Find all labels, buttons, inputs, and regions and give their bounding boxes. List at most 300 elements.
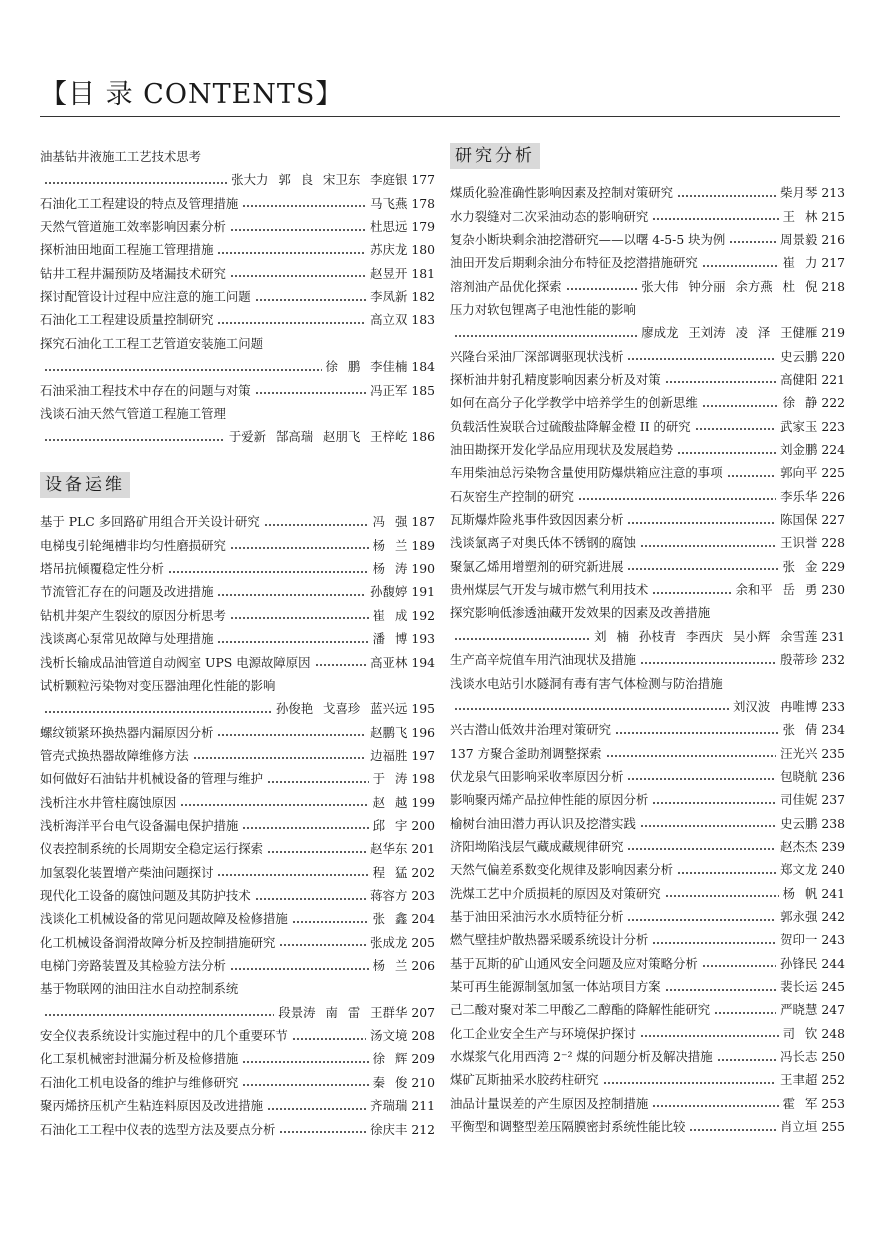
leader-dots (454, 638, 590, 640)
leader-dots (242, 1084, 368, 1086)
toc-entry-line (40, 1072, 435, 1094)
toc-entry[interactable] (40, 403, 435, 450)
toc-entry[interactable] (450, 206, 845, 229)
entry-page-number: 196 (411, 724, 435, 740)
leader-dots (627, 522, 776, 524)
toc-entry-line (450, 416, 845, 438)
entry-page-number: 227 (821, 512, 845, 528)
leader-dots (652, 592, 731, 594)
entry-page-number: 245 (821, 979, 845, 995)
toc-entry-line (40, 239, 435, 261)
entry-page-number: 232 (821, 652, 845, 668)
toc-entry-line (450, 182, 845, 204)
toc-entry[interactable] (40, 558, 435, 581)
toc-entry[interactable] (450, 953, 845, 976)
leader-dots (292, 1038, 366, 1040)
toc-entry[interactable] (450, 719, 845, 742)
toc-entry[interactable] (40, 978, 435, 1025)
entry-authors: 秦 俊 (372, 1074, 408, 1090)
entry-title: 天然气管道施工效率影响因素分析 (40, 219, 226, 235)
toc-entry[interactable] (450, 1069, 845, 1092)
entry-authors: 于爱新 郜高瑞 赵朋飞 王梓屹 (228, 429, 408, 445)
toc-entry-line (450, 719, 845, 741)
entry-authors: 杜思远 (370, 219, 408, 235)
leader-dots (627, 848, 776, 850)
toc-entry[interactable] (450, 346, 845, 369)
toc-entry[interactable] (450, 276, 845, 299)
leader-dots (566, 288, 638, 290)
entry-page-number: 210 (411, 1074, 435, 1090)
entry-page-number: 181 (411, 265, 435, 281)
leader-dots (44, 439, 225, 441)
entry-authors: 崔 力 (782, 255, 818, 271)
entry-page-number: 231 (821, 628, 845, 644)
entry-authors: 高健阳 (780, 371, 818, 387)
toc-entry-line (450, 556, 845, 578)
toc-entry[interactable] (40, 511, 435, 534)
toc-entry[interactable] (450, 416, 845, 439)
entry-page-number: 200 (411, 817, 435, 833)
entry-title: 基于油田采油污水水质特征分析 (450, 909, 624, 925)
toc-entry[interactable] (450, 229, 845, 252)
toc-entry[interactable] (450, 556, 845, 579)
leader-dots (677, 452, 776, 454)
toc-entry[interactable] (450, 182, 845, 205)
entry-page-number: 215 (821, 208, 845, 224)
toc-entry-line (40, 263, 435, 285)
leader-dots (627, 919, 776, 921)
toc-entry[interactable] (40, 932, 435, 955)
entry-title: 伏龙泉气田影响采收率原因分析 (450, 768, 624, 784)
toc-entry-line (40, 1048, 435, 1070)
toc-entry[interactable] (450, 906, 845, 929)
entry-title: 探析油井射孔精度影响因素分析及对策 (450, 371, 661, 387)
entry-page-number: 203 (411, 888, 435, 904)
toc-entry[interactable] (450, 789, 845, 812)
toc-entry-line (40, 1002, 435, 1024)
toc-entry[interactable] (450, 836, 845, 859)
toc-entry-line (450, 1023, 845, 1045)
entry-authors: 柴月琴 (780, 185, 818, 201)
entry-authors: 高立双 (370, 312, 408, 328)
entry-page-number: 180 (411, 242, 435, 258)
leader-dots (603, 1082, 776, 1084)
leader-dots (652, 942, 776, 944)
entry-authors: 张成龙 (370, 934, 408, 950)
toc-entry-line (40, 768, 435, 790)
entry-page-number: 211 (411, 1098, 435, 1114)
toc-entry-line (450, 1069, 845, 1091)
leader-dots (230, 275, 366, 277)
entry-title: 油基钻井液施工工艺技术思考 (40, 149, 202, 164)
entry-authors: 王聿超 (780, 1072, 818, 1088)
toc-entry[interactable] (450, 929, 845, 952)
entry-title: 螺纹锁紧环换热器内漏原因分析 (40, 724, 214, 740)
toc-entry-line (450, 859, 845, 881)
entry-authors: 徐庆丰 (370, 1121, 408, 1137)
entry-authors: 高亚林 (370, 654, 408, 670)
toc-entry-line (40, 1095, 435, 1117)
toc-entry[interactable] (40, 239, 435, 262)
leader-dots (315, 664, 367, 666)
toc-entry[interactable] (450, 976, 845, 999)
entry-authors: 赵鹏飞 (370, 724, 408, 740)
leader-dots (267, 781, 369, 783)
entry-authors: 汪光兴 (780, 745, 818, 761)
toc-entry[interactable] (40, 286, 435, 309)
entry-page-number: 178 (411, 195, 435, 211)
entry-authors: 包晓航 (780, 768, 818, 784)
toc-entry[interactable] (450, 743, 845, 766)
entry-title: 浅谈离心泵常见故障与处理措施 (40, 631, 214, 647)
entry-authors: 邱 宇 (372, 817, 408, 833)
leader-dots (640, 1035, 779, 1037)
toc-entry[interactable] (40, 581, 435, 604)
entry-page-number: 187 (411, 514, 435, 530)
toc-entry-line (40, 955, 435, 977)
leader-dots (714, 1012, 776, 1014)
entry-authors: 张 鑫 (372, 911, 408, 927)
entry-page-number: 230 (821, 582, 845, 598)
entry-page-number: 223 (821, 418, 845, 434)
toc-entry-line (40, 286, 435, 308)
leader-dots (729, 241, 776, 243)
leader-dots (230, 617, 369, 619)
toc-entry[interactable] (450, 299, 845, 346)
entry-authors: 刘金鹏 (780, 442, 818, 458)
entry-page-number: 189 (411, 537, 435, 553)
section-heading: 研究分析 (450, 143, 540, 169)
entry-title: 探讨配管设计过程中应注意的施工问题 (40, 289, 251, 305)
toc-entry-line (450, 789, 845, 811)
entry-authors: 郭向平 (780, 465, 818, 481)
toc-entry[interactable] (450, 1046, 845, 1069)
entry-page-number: 218 (821, 278, 845, 294)
entry-title: 化工机械设备润滑故障分析及控制措施研究 (40, 934, 276, 950)
entry-page-number: 205 (411, 934, 435, 950)
toc-entry[interactable] (40, 792, 435, 815)
leader-dots (193, 757, 366, 759)
toc-entry-line (40, 605, 435, 627)
toc-entry-line (40, 581, 435, 603)
entry-authors: 史云鹏 (780, 348, 818, 364)
toc-entry[interactable] (40, 1072, 435, 1095)
leader-dots (279, 1131, 366, 1133)
toc-entry-line (40, 193, 435, 215)
toc-entry-line (450, 462, 845, 484)
entry-page-number: 206 (411, 958, 435, 974)
entry-authors: 段景涛 南 雷 王群华 (278, 1004, 408, 1020)
entry-title: 化工企业安全生产与环境保护探讨 (450, 1025, 636, 1041)
entry-title: 洗煤工艺中介质损耗的原因及对策研究 (450, 885, 661, 901)
entry-title: 榆树台油田潜力再认识及挖潜实践 (450, 815, 636, 831)
leader-dots (702, 405, 779, 407)
entry-title: 压力对软包锂离子电池性能的影响 (450, 301, 636, 317)
toc-entry[interactable] (40, 908, 435, 931)
entry-title: 瓦斯爆炸险兆事件致因因素分析 (450, 512, 624, 528)
toc-entry[interactable] (450, 1116, 845, 1139)
entry-authors: 于 涛 (372, 771, 408, 787)
toc-entry-line (40, 380, 435, 402)
toc-entry[interactable] (450, 766, 845, 789)
entry-authors: 殷蒂珍 (780, 652, 818, 668)
toc-entry[interactable] (450, 649, 845, 672)
toc-entry-line (40, 722, 435, 744)
leader-dots (168, 571, 369, 573)
toc-entry[interactable] (40, 1119, 435, 1142)
toc-entry-line (450, 346, 845, 368)
toc-entry[interactable] (40, 768, 435, 791)
toc-entry-line (450, 1046, 845, 1068)
entry-authors: 孙馥婷 (370, 584, 408, 600)
entry-authors: 蒋容方 (370, 888, 408, 904)
entry-authors: 郭永强 (780, 909, 818, 925)
entry-title: 现代化工设备的腐蚀问题及其防护技术 (40, 888, 251, 904)
entry-page-number: 197 (411, 747, 435, 763)
entry-authors: 徐 鹏 李佳楠 (325, 359, 408, 375)
toc-entry[interactable] (450, 579, 845, 602)
leader-dots (267, 851, 366, 853)
entry-title: 复杂小断块剩余油挖潜研究——以曙 4-5-5 块为例 (450, 231, 726, 247)
toc-entry-line (40, 216, 435, 238)
leader-dots (267, 1108, 366, 1110)
section-heading: 设备运维 (40, 472, 130, 498)
entry-title: 如何在高分子化学教学中培养学生的创新思维 (450, 395, 698, 411)
toc-entry[interactable] (40, 862, 435, 885)
entry-page-number: 228 (821, 535, 845, 551)
page-title: 【目 录 CONTENTS】 (40, 79, 344, 110)
entry-page-number: 195 (411, 701, 435, 717)
toc-entry[interactable] (450, 509, 845, 532)
toc-entry[interactable] (40, 380, 435, 403)
entry-title: 负载活性炭联合过硫酸盐降解金橙 II 的研究 (450, 418, 691, 434)
entry-title: 浅析长输成品油管道自动阀室 UPS 电源故障原因 (40, 654, 311, 670)
entry-title: 探析油田地面工程施工管理措施 (40, 242, 214, 258)
leader-dots (255, 898, 367, 900)
toc-entry[interactable] (40, 309, 435, 332)
toc-entry[interactable] (40, 333, 435, 380)
toc-entry[interactable] (40, 955, 435, 978)
toc-entry-line (450, 532, 845, 554)
entry-authors: 裴长运 (780, 979, 818, 995)
entry-page-number: 185 (411, 382, 435, 398)
entry-page-number: 209 (411, 1051, 435, 1067)
entry-title: 电梯曳引轮绳槽非均匀性磨损研究 (40, 537, 226, 553)
entry-page-number: 201 (411, 841, 435, 857)
entry-title: 水煤浆气化用西湾 2⁻² 煤的问题分析及解决措施 (450, 1049, 713, 1065)
leader-dots (665, 381, 777, 383)
entry-authors: 武家玉 (780, 418, 818, 434)
entry-authors: 齐瑞瑞 (370, 1098, 408, 1114)
entry-page-number: 243 (821, 932, 845, 948)
toc-entry-line (450, 392, 845, 414)
toc-entry[interactable] (450, 392, 845, 415)
entry-page-number: 177 (411, 172, 435, 188)
entry-title: 基于瓦斯的矿山通风安全问题及应对策略分析 (450, 955, 698, 971)
entry-title: 基于物联网的油田注水自动控制系统 (40, 981, 239, 997)
leader-dots (279, 944, 366, 946)
leader-dots (242, 1061, 368, 1063)
entry-title: 煤质化验准确性影响因素及控制对策研究 (450, 185, 674, 201)
leader-dots (230, 547, 369, 549)
toc-entry[interactable] (40, 193, 435, 216)
toc-entry[interactable] (40, 1048, 435, 1071)
toc-entry[interactable] (40, 535, 435, 558)
entry-authors: 杨 兰 (372, 958, 408, 974)
toc-entry[interactable] (40, 885, 435, 908)
entry-title: 油田开发后期剩余油分布特征及挖潜措施研究 (450, 255, 698, 271)
entry-title: 探究影响低渗透油藏开发效果的因素及改善措施 (450, 605, 711, 621)
entry-title: 石油化工机电设备的维护与维修研究 (40, 1074, 239, 1090)
toc-entry-line (450, 766, 845, 788)
leader-dots (652, 1105, 778, 1107)
toc-entry[interactable] (450, 252, 845, 275)
toc-entry[interactable] (40, 745, 435, 768)
entry-page-number: 183 (411, 312, 435, 328)
entry-title: 基于 PLC 多回路矿用组合开关设计研究 (40, 514, 260, 530)
entry-authors: 赵杰杰 (780, 838, 818, 854)
entry-page-number: 221 (821, 371, 845, 387)
entry-page-number: 239 (821, 838, 845, 854)
toc-entry[interactable] (450, 883, 845, 906)
entry-page-number: 213 (821, 185, 845, 201)
entry-authors: 杨 涛 (372, 561, 408, 577)
entry-authors: 李乐华 (780, 488, 818, 504)
toc-entry[interactable] (40, 605, 435, 628)
entry-page-number: 244 (821, 955, 845, 971)
entry-authors: 刘 楠 孙枝青 李西庆 吴小辉 余雪莲 (594, 628, 818, 644)
entry-title: 济阳坳陷浅层气藏成藏规律研究 (450, 838, 624, 854)
toc-entry[interactable] (40, 722, 435, 745)
entry-authors: 张 倩 (782, 722, 818, 738)
leader-dots (652, 802, 776, 804)
toc-entry-line (40, 862, 435, 884)
toc-entry[interactable] (450, 439, 845, 462)
entry-page-number: 220 (821, 348, 845, 364)
entry-title: 某可再生能源制氢加氢一体站项目方案 (450, 979, 661, 995)
toc-entry-line (450, 1116, 845, 1138)
toc-entry[interactable] (450, 486, 845, 509)
entry-page-number: 179 (411, 219, 435, 235)
toc-entry[interactable] (40, 146, 435, 193)
toc-entry-line (40, 169, 435, 191)
leader-dots (695, 428, 776, 430)
entry-page-number: 202 (411, 864, 435, 880)
entry-authors: 冯 强 (372, 514, 408, 530)
toc-entry[interactable] (450, 813, 845, 836)
entry-title: 化工泵机械密封泄漏分析及检修措施 (40, 1051, 239, 1067)
entry-page-number: 236 (821, 768, 845, 784)
leader-dots (255, 299, 367, 301)
leader-dots (242, 827, 368, 829)
entry-authors: 史云鹏 (780, 815, 818, 831)
entry-title: 生产高辛烷值车用汽油现状及措施 (450, 652, 636, 668)
entry-title: 聚氯乙烯用增塑剂的研究新进展 (450, 558, 624, 574)
toc-entry[interactable] (40, 1025, 435, 1048)
leader-dots (665, 989, 777, 991)
toc-entry[interactable] (450, 1093, 845, 1116)
toc-entry[interactable] (40, 263, 435, 286)
toc-entry-line (40, 1119, 435, 1141)
toc-entry[interactable] (450, 532, 845, 555)
toc-entry-line (40, 628, 435, 650)
toc-entry[interactable] (40, 675, 435, 722)
entry-authors: 汤文境 (370, 1028, 408, 1044)
entry-title: 137 方聚合釜助剂调整探索 (450, 745, 602, 761)
toc-entry-line (450, 813, 845, 835)
leader-dots (255, 392, 367, 394)
entry-authors: 程 猛 (372, 864, 408, 880)
entry-page-number: 226 (821, 488, 845, 504)
entry-authors: 刘汉波 冉唯博 (733, 698, 818, 714)
entry-authors: 杨 兰 (372, 537, 408, 553)
toc-entry[interactable] (40, 628, 435, 651)
toc-entry-line (450, 696, 845, 718)
toc-entry[interactable] (450, 999, 845, 1022)
entry-authors: 贺印一 (780, 932, 818, 948)
entry-authors: 潘 博 (372, 631, 408, 647)
entry-title: 石灰窑生产控制的研究 (450, 488, 574, 504)
leader-dots (217, 252, 366, 254)
entry-page-number: 182 (411, 289, 435, 305)
entry-title: 平衡型和调整型差压隔膜密封系统性能比较 (450, 1119, 686, 1135)
toc-entry-line (40, 838, 435, 860)
entry-page-number: 219 (821, 325, 845, 341)
toc-entry[interactable] (450, 602, 845, 649)
entry-page-number: 193 (411, 631, 435, 647)
toc-entry[interactable] (40, 652, 435, 675)
entry-authors: 冯正军 (370, 382, 408, 398)
leader-dots (230, 968, 369, 970)
leader-dots (652, 218, 778, 220)
toc-entry[interactable] (450, 369, 845, 392)
toc-entry[interactable] (40, 838, 435, 861)
leader-dots (217, 641, 368, 643)
toc-entry[interactable] (450, 673, 845, 720)
toc-entry-line (450, 509, 845, 531)
leader-dots (44, 711, 272, 713)
toc-entry[interactable] (40, 1095, 435, 1118)
toc-entry-line (450, 276, 845, 298)
entry-authors: 赵昱开 (370, 265, 408, 281)
leader-dots (665, 895, 779, 897)
toc-entry[interactable] (40, 216, 435, 239)
leader-dots (640, 545, 776, 547)
toc-entry[interactable] (40, 815, 435, 838)
toc-entry-line (450, 579, 845, 601)
entry-page-number: 240 (821, 862, 845, 878)
toc-entry-line (450, 486, 845, 508)
entry-title: 燃气壁挂炉散热器采暖系统设计分析 (450, 932, 649, 948)
toc-entry-line (450, 439, 845, 461)
entry-authors: 廖成龙 王刘涛 凌 泽 王健雁 (641, 325, 818, 341)
leader-dots (44, 369, 322, 371)
leader-dots (615, 732, 779, 734)
toc-entry[interactable] (450, 462, 845, 485)
entry-title: 聚丙烯挤压机产生粘连料原因及改进措施 (40, 1098, 264, 1114)
toc-entry[interactable] (450, 859, 845, 882)
toc-entry-line (450, 322, 845, 344)
toc-entry-line (450, 649, 845, 671)
entry-authors: 郑文龙 (780, 862, 818, 878)
entry-title: 试析颗粒污染物对变压器油理化性能的影响 (40, 677, 276, 693)
contents-header (40, 70, 840, 117)
entry-authors: 李凤新 (370, 289, 408, 305)
toc-entry[interactable] (450, 1023, 845, 1046)
toc-entry-line (40, 511, 435, 533)
entry-title: 浅谈化工机械设备的常见问题故障及检修措施 (40, 911, 288, 927)
entry-page-number: 237 (821, 792, 845, 808)
